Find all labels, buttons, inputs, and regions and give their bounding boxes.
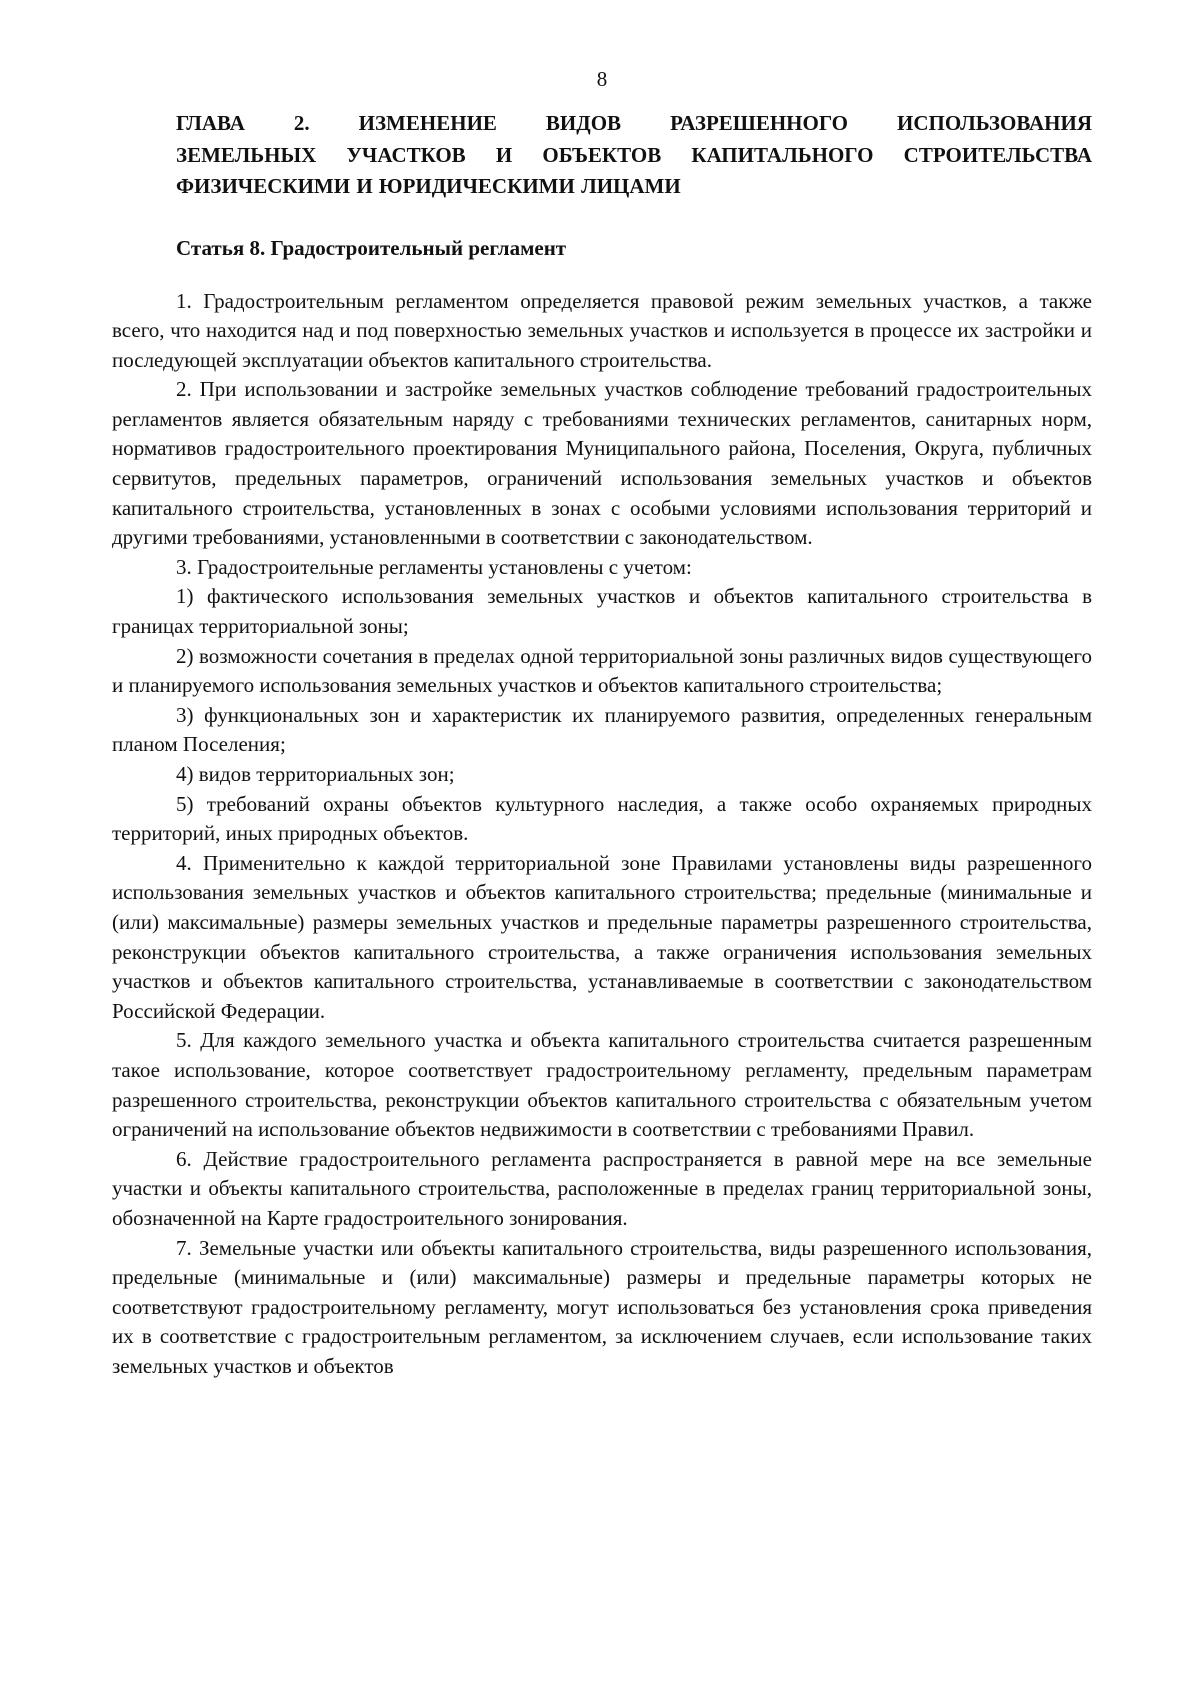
list-item: 5) требований охраны объектов культурного наследия, а также особо охраняемых природных территорий, иных природных объектов. — [112, 791, 1092, 846]
list-item: 1) фактического использования земельных участков и объектов капитального строительства в границах территориальной зоны; — [112, 584, 1092, 639]
paragraph: 3. Градостроительные регламенты установлены с учетом: — [176, 554, 692, 579]
list-item: 3) функциональных зон и характеристик их планируемого развития, определенных генеральным планом Поселения; — [112, 702, 1092, 757]
paragraph: 5. Для каждого земельного участка и объекта капитального строительства считается разрешенным такое использование, которое соответствует градостроительному регламенту, предельным параметрам разрешенного строительства, реконструкции объектов капитального строительства с обязательным учетом ограничений на использование объектов недвижимости в соответствии с требованиями Правил. — [112, 1028, 1092, 1142]
chapter-title-line: ГЛАВА 2. ИЗМЕНЕНИЕ ВИДОВ РАЗРЕШЕННОГО ИСПОЛЬЗОВАНИЯ — [176, 111, 1092, 135]
body-text — [112, 287, 1092, 1382]
chapter-title-line: ЗЕМЕЛЬНЫХ УЧАСТКОВ И ОБЪЕКТОВ КАПИТАЛЬНОГО СТРОИТЕЛЬСТВА — [176, 142, 1092, 167]
paragraph: 6. Действие градостроительного регламента распространяется в равной мере на все земельные участки и объекты капитального строительства, расположенные в пределах границ территориальной зоны, обозначенной на Карте градостроительного зонирования. — [112, 1146, 1092, 1230]
paragraph: 1. Градостроительным регламентом определяется правовой режим земельных участков, а также всего, что находится над и под поверхностью земельных участков и используется в процессе их застройки и последующей эксплуатации объектов капитального строительства. — [112, 288, 1092, 372]
chapter-title-line: ФИЗИЧЕСКИМИ И ЮРИДИЧЕСКИМИ ЛИЦАМИ — [176, 174, 681, 198]
page-number: 8 — [596, 67, 608, 91]
article-title: Статья 8. Градостроительный регламент — [176, 235, 567, 260]
chapter-title — [112, 108, 1092, 203]
paragraph: 7. Земельные участки или объекты капитального строительства, виды разрешенного использования, предельные (минимальные и (или) максимальные) размеры и предельные параметры которых не соответствуют градостроительному регламенту, могут использоваться без установления срока приведения их в соответствие с градостроительным регламентом, за исключением случаев, если использование таких земельных участков и объектов — [112, 1235, 1092, 1378]
paragraph: 2. При использовании и застройке земельных участков соблюдение требований градостроительных регламентов является обязательным наряду с требованиями технических регламентов, санитарных норм, нормативов градостроительного проектирования Муниципального района, Поселения, Округа, публичных сервитутов, предельных параметров, ограничений использования земельных участков и объектов капитального строительства, установленных в зонах с особыми условиями использования территорий и другими требованиями, установленными в соответствии с законодательством. — [112, 377, 1092, 550]
paragraph: 4. Применительно к каждой территориальной зоне Правилами установлены виды разрешенного использования земельных участков и объектов капитального строительства; предельные (минимальные и (или) максимальные) размеры земельных участков и предельные параметры разрешенного строительства, реконструкции объектов капитального строительства, а также ограничения использования земельных участков и объектов капитального строительства, устанавливаемые в соответствии с законодательством Российской Федерации. — [112, 850, 1092, 1023]
list-item: 4) видов территориальных зон; — [176, 762, 455, 786]
list-item: 2) возможности сочетания в пределах одной территориальной зоны различных видов существующего и планируемого использования земельных участков и объектов капитального строительства; — [112, 643, 1092, 698]
